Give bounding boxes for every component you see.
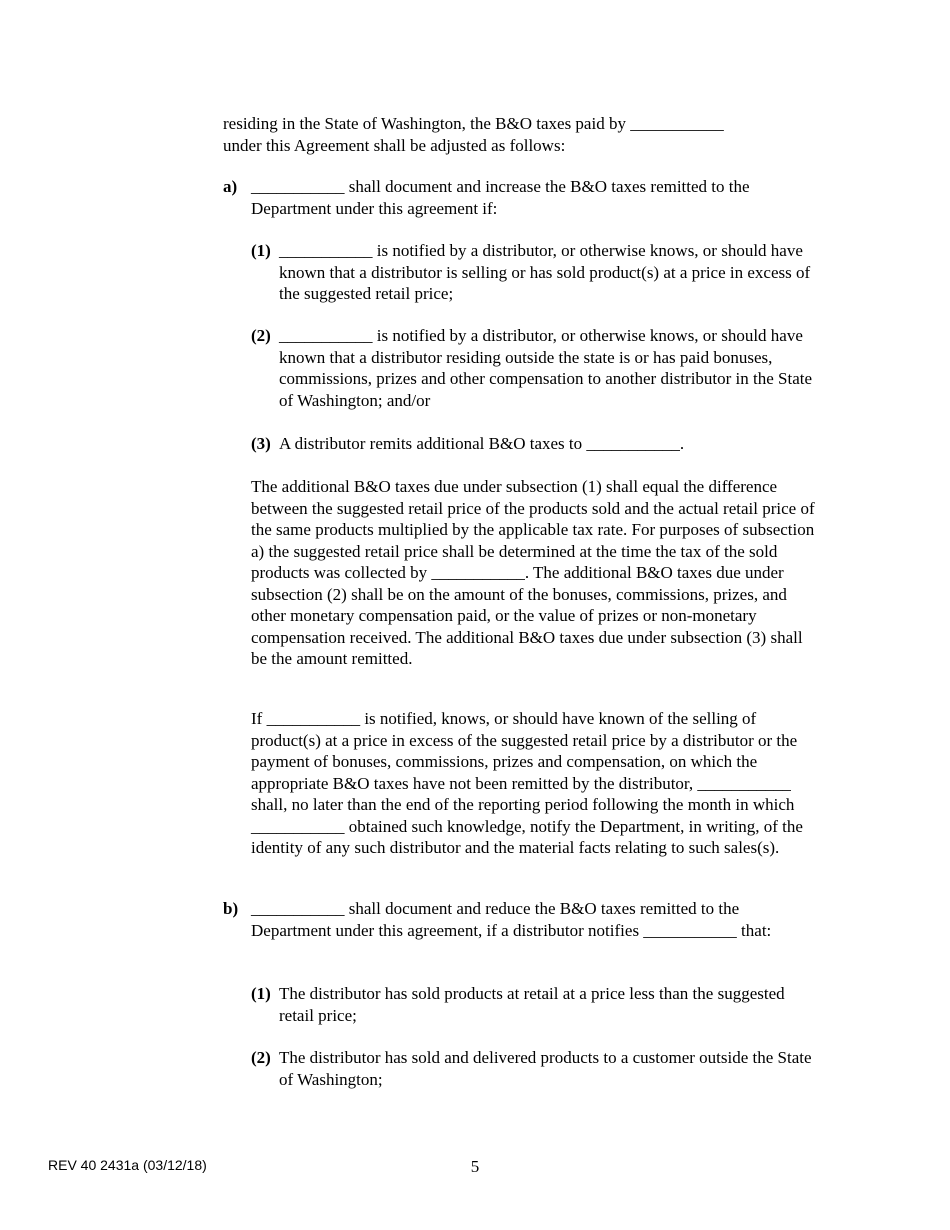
section-b-text: ___________ shall document and reduce the B&O taxes remitted to the Department under this agreement, if a distributor notifies ___________ that: bbox=[251, 899, 772, 940]
item-text: ___________ is notified by a distributor, or otherwise knows, or should have known that a distributor residing outside the state is or has paid bonuses, commissions, prizes and other compensation to another distributor in the State of Washington; and/or bbox=[279, 326, 813, 410]
section-b-label: b) bbox=[223, 899, 239, 918]
intro-line-2: under this Agreement shall be adjusted as follows: bbox=[223, 135, 566, 155]
section-b-item-1 bbox=[251, 983, 821, 1026]
item-text: The distributor has sold and delivered products to a customer outside the State of Washington; bbox=[279, 1048, 812, 1089]
item-label: (1) bbox=[251, 984, 271, 1003]
intro-line-1: residing in the State of Washington, the B&O taxes paid by ___________ bbox=[223, 114, 724, 133]
item-label: (1) bbox=[251, 241, 271, 260]
item-text: ___________ is notified by a distributor, or otherwise knows, or should have known that a distributor is selling or has sold product(s) at a price in excess of the suggested retail price; bbox=[279, 241, 811, 303]
item-label: (2) bbox=[251, 326, 271, 345]
intro-paragraph bbox=[223, 113, 823, 156]
item-label: (3) bbox=[251, 434, 271, 453]
item-text: A distributor remits additional B&O taxes to ___________. bbox=[279, 434, 685, 453]
section-a-paragraph-1: The additional B&O taxes due under subsection (1) shall equal the difference between the suggested retail price of the products sold and the actual retail price of the same products multiplied by the applicable tax rate. For purposes of subsection a) the suggested retail price shall be determined at the time the tax of the sold products was collected by ___________. The additional B&O taxes due under subsection (2) shall be on the amount of the bonuses, commissions, prizes, and other monetary compensation paid, or the value of prizes or non-monetary compensation received. The additional B&O taxes due under subsection (3) shall be the amount remitted. bbox=[251, 477, 815, 668]
section-a-item-3 bbox=[251, 433, 821, 455]
form-id: REV 40 2431a (03/12/18) bbox=[48, 1157, 207, 1173]
section-a bbox=[223, 176, 813, 219]
section-a-text: ___________ shall document and increase the B&O taxes remitted to the Department under this agreement if: bbox=[251, 177, 750, 218]
section-b-item-2 bbox=[251, 1047, 821, 1090]
item-text: The distributor has sold products at retail at a price less than the suggested retail price; bbox=[279, 984, 785, 1025]
section-a-label: a) bbox=[223, 177, 238, 196]
section-a-paragraph-2: If ___________ is notified, knows, or should have known of the selling of product(s) at a price in excess of the suggested retail price by a distributor or the payment of bonuses, commissions, prizes and compensation, on which the appropriate B&O taxes have not been remitted by the distributor, ___________ shall, no later than the end of the reporting period following the month in which ___________ obtained such knowledge, notify the Department, in writing, of the identity of any such distributor and the material facts relating to such sales(s). bbox=[251, 709, 803, 857]
item-label: (2) bbox=[251, 1048, 271, 1067]
section-a-item-2 bbox=[251, 325, 821, 411]
section-b bbox=[223, 898, 813, 941]
section-a-item-1 bbox=[251, 240, 821, 305]
page-number: 5 bbox=[470, 1157, 480, 1176]
